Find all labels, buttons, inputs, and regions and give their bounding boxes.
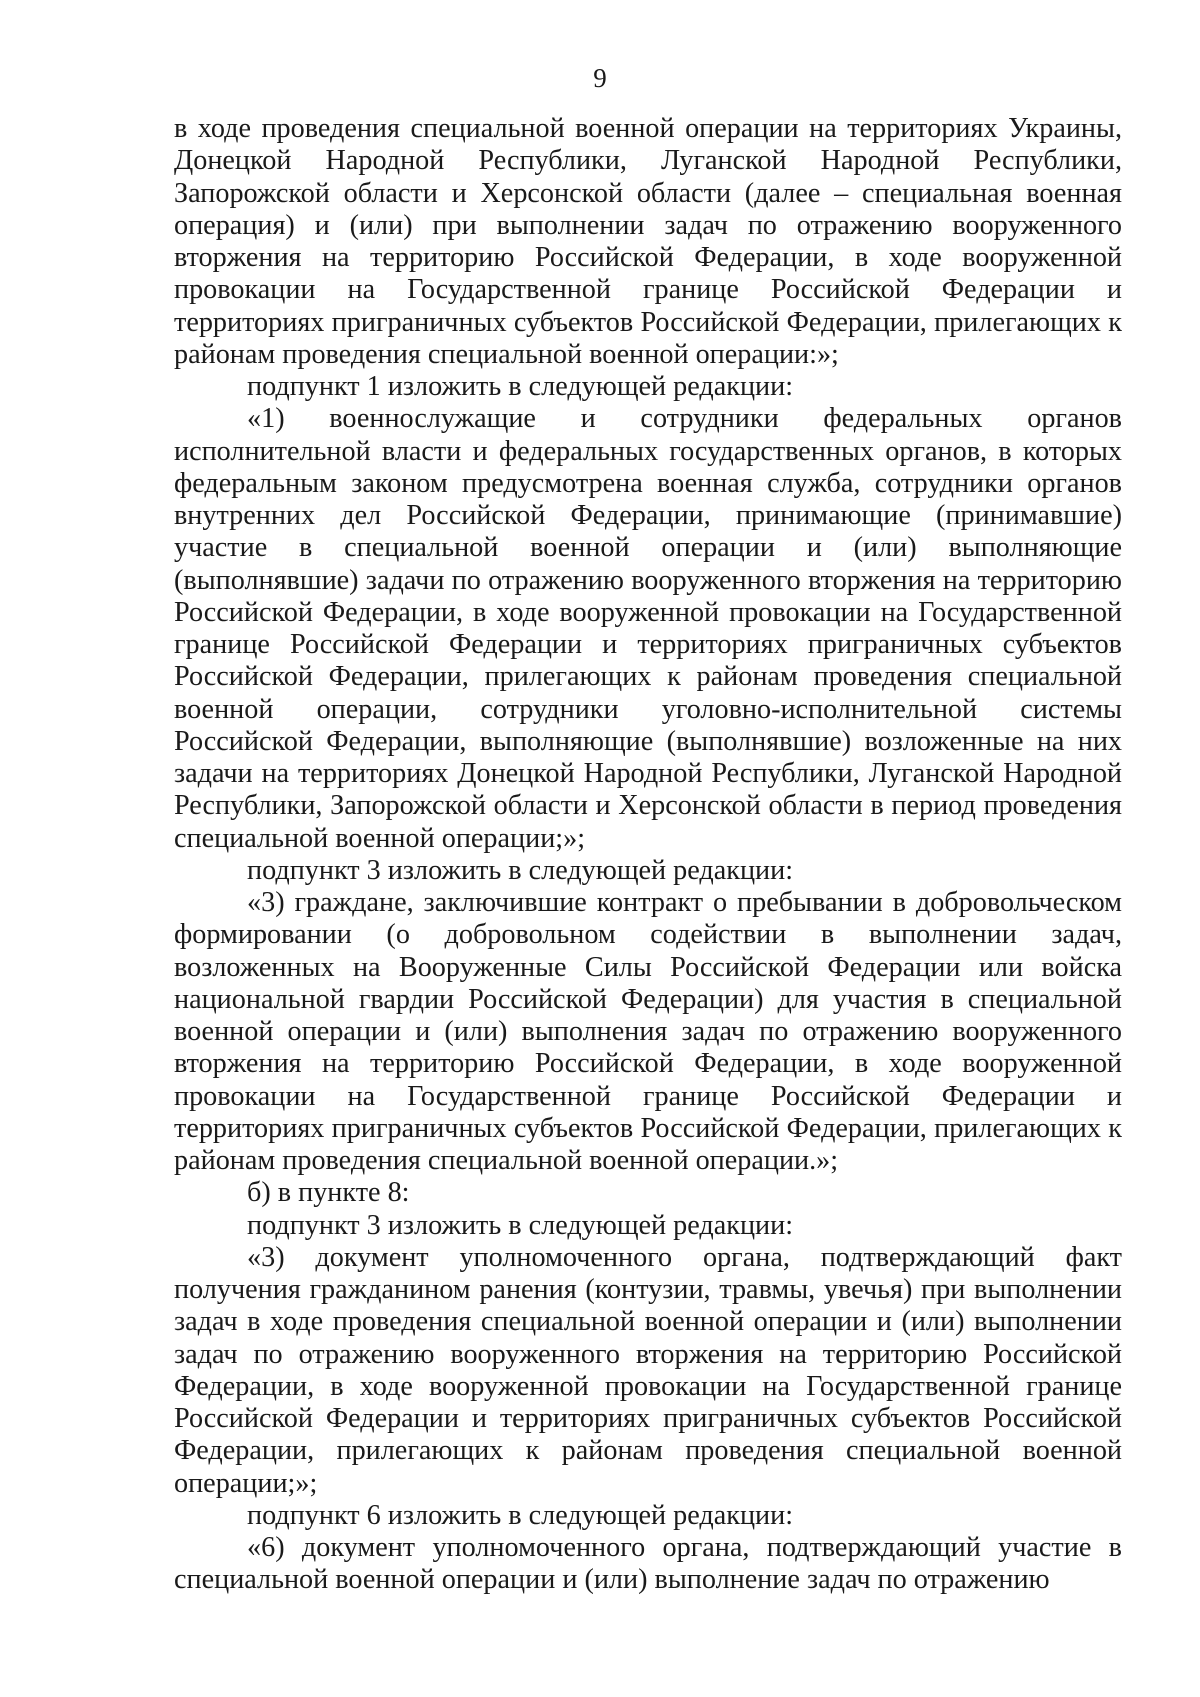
paragraph-item-8-heading: б) в пункте 8: bbox=[247, 1177, 410, 1209]
paragraph-item-8-subclause-3-heading: подпункт 3 изложить в следующей редакции: bbox=[247, 1209, 794, 1241]
document-body bbox=[174, 113, 1122, 1597]
paragraph-item-8-subclause-6-text: «6) документ уполномоченного органа, подтверждающий участие в специальной военной операции и (или) выполнение задач по отражению bbox=[174, 1532, 1122, 1596]
page-number: 9 bbox=[593, 63, 607, 93]
paragraph-item-8-subclause-3-text: «3) документ уполномоченного органа, подтверждающий факт получения гражданином ранения (контузии, травмы, увечья) при выполнении задач в ходе проведения специальной военной операции и (или) выполнении задач по отражению вооруженного вторжения на территорию Российской Федерации, в ходе вооруженной провокации на Государственной границе Российской Федерации и территориях приграничных субъектов Российской Федерации, прилегающих к районам проведения специальной военной операции;»; bbox=[174, 1241, 1122, 1499]
paragraph-subclause-1-text: «1) военнослужащие и сотрудники федеральных органов исполнительной власти и федеральных государственных органов, в которых федеральным законом предусмотрена военная служба, сотрудники органов внутренних дел Российской Федерации, принимающие (принимавшие) участие в специальной военной операции и (или) выполняющие (выполнявшие) задачи по отражению вооруженного вторжения на территорию Российской Федерации, в ходе вооруженной провокации на Государственной границе Российской Федерации и территориях приграничных субъектов Российской Федерации, прилегающих к районам проведения специальной военной операции, сотрудники уголовно-исполнительной системы Российской Федерации, выполняющие (выполнявшие) возложенные на них задачи на территориях Донецкой Народной Республики, Луганской Народной Республики, Запорожской области и Херсонской области в период проведения специальной военной операции;»; bbox=[174, 403, 1122, 854]
paragraph-preamble-continuation: в ходе проведения специальной военной операции на территориях Украины, Донецкой Народной Республики, Луганской Народной Республики, Запорожской области и Херсонской области (далее – специальная военная операция) и (или) при выполнении задач по отражению вооруженного вторжения на территорию Российской Федерации, в ходе вооруженной провокации на Государственной границе Российской Федерации и территориях приграничных субъектов Российской Федерации, прилегающих к районам проведения специальной военной операции:»; bbox=[174, 113, 1122, 370]
paragraph-subclause-3-text: «3) граждане, заключившие контракт о пребывании в добровольческом формировании (о добровольном содействии в выполнении задач, возложенных на Вооруженные Силы Российской Федерации или войска национальной гвардии Российской Федерации) для участия в специальной военной операции и (или) выполнения задач по отражению вооруженного вторжения на территорию Российской Федерации, в ходе вооруженной провокации на Государственной границе Российской Федерации и территориях приграничных субъектов Российской Федерации, прилегающих к районам проведения специальной военной операции.»; bbox=[174, 887, 1122, 1176]
paragraph-item-8-subclause-6-heading: подпункт 6 изложить в следующей редакции: bbox=[247, 1499, 794, 1531]
paragraph-subclause-1-heading: подпункт 1 изложить в следующей редакции: bbox=[247, 371, 794, 402]
paragraph-subclause-3-heading: подпункт 3 изложить в следующей редакции: bbox=[247, 854, 794, 886]
